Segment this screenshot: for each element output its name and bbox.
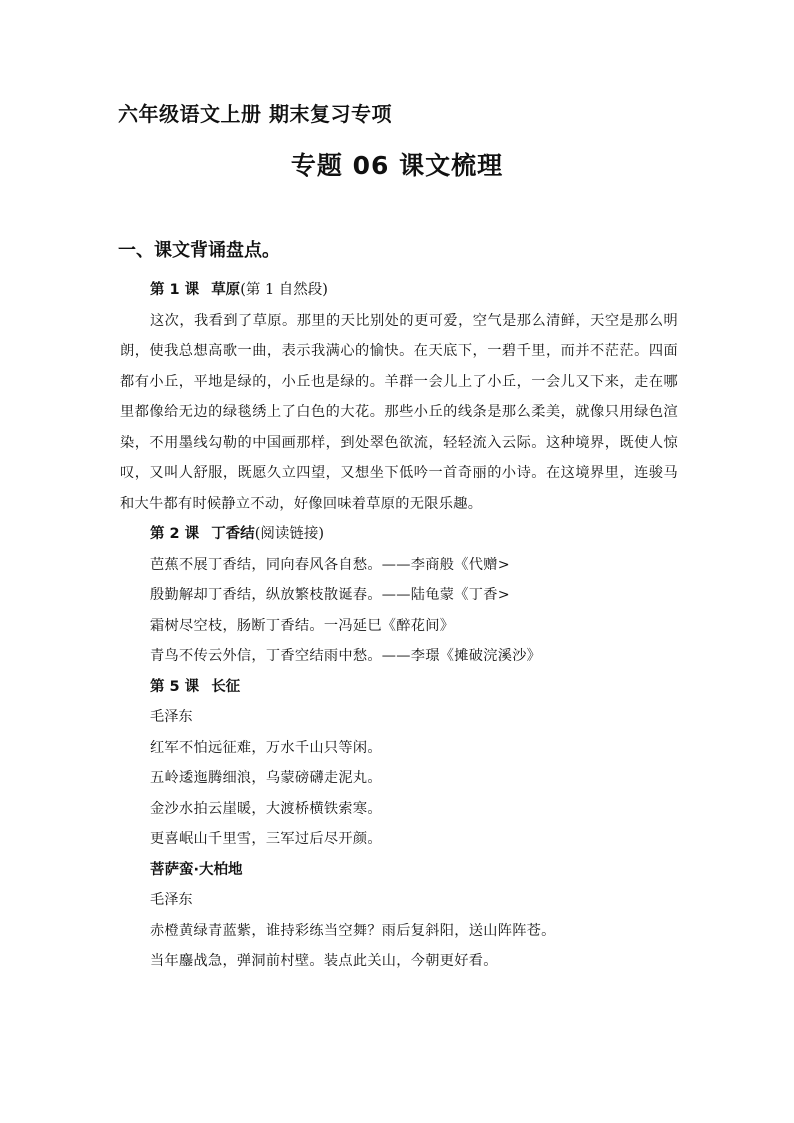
poem-line: 殷勤解却丁香结，纵放繁枝散诞春。——陆龟蒙《丁香> [150,587,510,603]
poem-author: 毛泽东 [150,709,193,725]
poem-line: 金沙水拍云崖暖，大渡桥横铁索寒。 [150,800,382,817]
lesson-1-heading [120,275,678,306]
lesson-5-title: 长征 [211,678,241,695]
poem-line: 红军不怕远征难，万水千山只等闲。 [150,739,382,756]
lesson-1-note: (第 1 自然段) [240,282,328,298]
section-heading: 一、课文背诵盘点。 [118,240,280,261]
document-title: 专题 06 课文梳理 [290,151,504,180]
lesson-2-note: (阅读链接) [254,526,325,542]
poem-line: 霜树尽空枝，肠断丁香结。一冯延巳《醉花间》 [150,617,455,634]
lesson-5-heading [120,672,678,703]
document-body [120,275,678,977]
lesson-1-title: 草原 [211,282,241,298]
poem-2-title: 菩萨蛮·大柏地 [150,861,243,878]
poem-line: 当年鏖战急，弹洞前村壁。装点此关山，今朝更好看。 [150,953,498,969]
lesson-5-number: 第 5 课 [150,678,200,695]
lesson-1-paragraph: 这次，我看到了草原。那里的天比别处的更可爱，空气是那么清鲜，天空是那么明朗，使我总想高歌一曲，表示我满心的愉快。在天底下，一碧千里，而并不茫茫。四面都有小丘，平地是绿的，小丘也是绿的。羊群一会儿上了小丘，一会儿又下来，走在哪里都像给无边的绿毯绣上了白色的大花。那些小丘的线条是那么柔美，就像只用绿色渲染，不用墨线勾勒的中国画那样，到处翠色欲流，轻轻流入云际。这种境界，既使人惊叹，又叫人舒服，既愿久立四望，又想坐下低吟一首奇丽的小诗。在这境界里，连骏马和大牛都有时候静立不动，好像回味着草原的无限乐趣。 [120,312,678,512]
poem-2-heading [120,855,678,886]
lesson-2-number: 第 2 课 [150,526,200,542]
poem-line: 五岭逶迤腾细浪，乌蒙磅礴走泥丸。 [150,770,382,786]
poem-line: 更喜岷山千里雪，三军过后尽开颜。 [150,831,382,847]
poem-author: 毛泽东 [150,892,193,908]
lesson-2-heading [120,519,678,550]
lesson-1-number: 第 1 课 [150,282,200,298]
lesson-2-title: 丁香结 [211,526,255,542]
poem-line: 赤橙黄绿青蓝紫，谁持彩练当空舞？雨后复斜阳，送山阵阵苍。 [150,922,556,939]
poem-line: 芭蕉不展丁香结，同向春风各自愁。——李商般《代赠> [150,556,510,573]
document-header: 六年级语文上册 期末复习专项 [118,102,392,126]
poem-line: 青鸟不传云外信，丁香空结雨中愁。——李璟《摊破浣溪沙》 [150,648,542,664]
